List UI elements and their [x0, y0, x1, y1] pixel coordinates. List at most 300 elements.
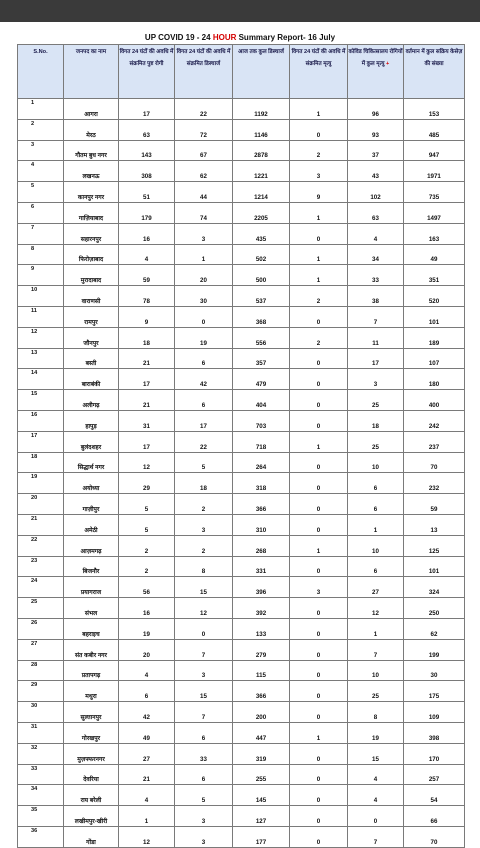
table-row: [18, 577, 465, 598]
cell-district: सहारनपुर: [64, 223, 119, 244]
cell-discharged-total: 703: [233, 410, 290, 431]
cell-deaths-24h: 0: [290, 494, 348, 515]
cell-district: गाज़ीपुर: [64, 494, 119, 515]
cell-active: 62: [404, 618, 465, 639]
cell-deaths-total: 96: [348, 99, 404, 120]
cell-district: मेरठ: [64, 119, 119, 140]
cell-discharged-total: 368: [233, 306, 290, 327]
cell-discharged-24h: 17: [175, 410, 233, 431]
table-row: [18, 826, 465, 847]
cell-new-positive: 143: [119, 140, 175, 161]
cell-deaths-24h: 0: [290, 681, 348, 702]
table-row: [18, 535, 465, 556]
cell-deaths-total: 1: [348, 514, 404, 535]
cell-sno: 6: [18, 202, 64, 223]
cell-deaths-total: 3: [348, 369, 404, 390]
cell-deaths-total: 18: [348, 410, 404, 431]
table-row: [18, 431, 465, 452]
cell-discharged-24h: 3: [175, 514, 233, 535]
cell-sno: 28: [18, 660, 64, 681]
cell-discharged-24h: 62: [175, 161, 233, 182]
cell-active: 70: [404, 826, 465, 847]
table-row: [18, 306, 465, 327]
cell-discharged-total: 396: [233, 577, 290, 598]
cell-district: बहराइच: [64, 618, 119, 639]
table-row: [18, 598, 465, 619]
cell-active: 109: [404, 702, 465, 723]
cell-sno: 14: [18, 369, 64, 390]
cell-new-positive: 21: [119, 348, 175, 369]
cell-new-positive: 21: [119, 764, 175, 785]
cell-discharged-24h: 30: [175, 286, 233, 307]
cell-district: राय बरेली: [64, 785, 119, 806]
cell-sno: 16: [18, 410, 64, 431]
cell-discharged-total: 392: [233, 598, 290, 619]
cell-deaths-total: 38: [348, 286, 404, 307]
table-row: [18, 785, 465, 806]
cell-active: 54: [404, 785, 465, 806]
table-row: [18, 556, 465, 577]
cell-deaths-total: 25: [348, 390, 404, 411]
cell-discharged-total: 404: [233, 390, 290, 411]
cell-discharged-24h: 8: [175, 556, 233, 577]
cell-district: जौनपुर: [64, 327, 119, 348]
cell-new-positive: 78: [119, 286, 175, 307]
cell-active: 232: [404, 473, 465, 494]
header-discharged-24h: विगत 24 घंटों की अवधि में संक्रमित डिस्चार्ज: [175, 45, 233, 99]
cell-discharged-total: 255: [233, 764, 290, 785]
table-row: [18, 681, 465, 702]
cell-new-positive: 17: [119, 369, 175, 390]
cell-discharged-total: 310: [233, 514, 290, 535]
cell-district: बिजनौर: [64, 556, 119, 577]
cell-sno: 23: [18, 556, 64, 577]
cell-deaths-24h: 3: [290, 577, 348, 598]
plus-mark: +: [386, 61, 390, 67]
cell-sno: 2: [18, 119, 64, 140]
cell-new-positive: 2: [119, 556, 175, 577]
cell-new-positive: 1: [119, 806, 175, 827]
cell-active: 170: [404, 743, 465, 764]
table-row: [18, 660, 465, 681]
cell-deaths-total: 7: [348, 639, 404, 660]
cell-deaths-24h: 1: [290, 202, 348, 223]
cell-active: 101: [404, 306, 465, 327]
cell-active: 520: [404, 286, 465, 307]
report-title: [0, 33, 480, 42]
cell-deaths-24h: 0: [290, 598, 348, 619]
cell-new-positive: 12: [119, 826, 175, 847]
cell-deaths-total: 93: [348, 119, 404, 140]
cell-active: 199: [404, 639, 465, 660]
cell-discharged-total: 366: [233, 494, 290, 515]
cell-deaths-24h: 2: [290, 140, 348, 161]
cell-discharged-24h: 6: [175, 348, 233, 369]
cell-sno: 27: [18, 639, 64, 660]
cell-discharged-total: 1221: [233, 161, 290, 182]
cell-deaths-24h: 0: [290, 826, 348, 847]
header-sno: S.No.: [18, 45, 64, 99]
cell-deaths-24h: 0: [290, 514, 348, 535]
cell-discharged-24h: 20: [175, 265, 233, 286]
cell-deaths-24h: 2: [290, 286, 348, 307]
cell-sno: 34: [18, 785, 64, 806]
cell-sno: 22: [18, 535, 64, 556]
cell-district: वाराणसी: [64, 286, 119, 307]
cell-discharged-24h: 7: [175, 639, 233, 660]
header-active: वर्तमान में कुल सक्रिय केसेज़ की संख्या: [404, 45, 465, 99]
cell-deaths-total: 4: [348, 764, 404, 785]
cell-new-positive: 2: [119, 535, 175, 556]
cell-active: 237: [404, 431, 465, 452]
table-row: [18, 514, 465, 535]
cell-discharged-24h: 6: [175, 764, 233, 785]
cell-sno: 35: [18, 806, 64, 827]
summary-table: [17, 44, 465, 848]
cell-active: 125: [404, 535, 465, 556]
cell-sno: 33: [18, 764, 64, 785]
table-row: [18, 618, 465, 639]
cell-new-positive: 63: [119, 119, 175, 140]
cell-sno: 10: [18, 286, 64, 307]
cell-district: आगरा: [64, 99, 119, 120]
cell-deaths-total: 63: [348, 202, 404, 223]
cell-deaths-24h: 0: [290, 410, 348, 431]
cell-discharged-total: 447: [233, 722, 290, 743]
cell-active: 351: [404, 265, 465, 286]
cell-district: मथुरा: [64, 681, 119, 702]
cell-sno: 26: [18, 618, 64, 639]
table-row: [18, 99, 465, 120]
cell-deaths-total: 7: [348, 306, 404, 327]
cell-deaths-total: 25: [348, 681, 404, 702]
cell-deaths-total: 37: [348, 140, 404, 161]
cell-discharged-24h: 2: [175, 535, 233, 556]
cell-deaths-24h: 0: [290, 452, 348, 473]
cell-new-positive: 16: [119, 598, 175, 619]
cell-active: 13: [404, 514, 465, 535]
cell-discharged-total: 264: [233, 452, 290, 473]
cell-new-positive: 4: [119, 660, 175, 681]
cell-deaths-total: 6: [348, 556, 404, 577]
table-row: [18, 119, 465, 140]
cell-deaths-24h: 1: [290, 722, 348, 743]
cell-district: हापुड़: [64, 410, 119, 431]
cell-sno: 9: [18, 265, 64, 286]
cell-deaths-24h: 1: [290, 265, 348, 286]
cell-discharged-24h: 3: [175, 826, 233, 847]
cell-district: कानपुर नगर: [64, 182, 119, 203]
cell-new-positive: 19: [119, 618, 175, 639]
cell-sno: 8: [18, 244, 64, 265]
cell-sno: 36: [18, 826, 64, 847]
table-row: [18, 764, 465, 785]
cell-active: 398: [404, 722, 465, 743]
table-row: [18, 452, 465, 473]
cell-active: 180: [404, 369, 465, 390]
cell-deaths-24h: 3: [290, 161, 348, 182]
table-row: [18, 223, 465, 244]
cell-discharged-24h: 44: [175, 182, 233, 203]
cell-deaths-total: 12: [348, 598, 404, 619]
cell-new-positive: 27: [119, 743, 175, 764]
cell-deaths-total: 17: [348, 348, 404, 369]
cell-discharged-24h: 6: [175, 390, 233, 411]
cell-district: लखीमपुर-खीरी: [64, 806, 119, 827]
cell-discharged-24h: 15: [175, 681, 233, 702]
cell-deaths-24h: 1: [290, 535, 348, 556]
cell-new-positive: 18: [119, 327, 175, 348]
cell-deaths-total: 43: [348, 161, 404, 182]
cell-deaths-24h: 0: [290, 556, 348, 577]
cell-new-positive: 20: [119, 639, 175, 660]
cell-discharged-total: 331: [233, 556, 290, 577]
table-body: [18, 99, 465, 848]
cell-district: मुरादाबाद: [64, 265, 119, 286]
cell-district: मुज़फ्फरनगर: [64, 743, 119, 764]
cell-discharged-24h: 0: [175, 618, 233, 639]
cell-sno: 7: [18, 223, 64, 244]
table-row: [18, 202, 465, 223]
cell-discharged-total: 318: [233, 473, 290, 494]
cell-deaths-total: 7: [348, 826, 404, 847]
table-row: [18, 806, 465, 827]
cell-active: 947: [404, 140, 465, 161]
cell-district: बस्ती: [64, 348, 119, 369]
cell-district: गौतम बुध नगर: [64, 140, 119, 161]
cell-deaths-24h: 0: [290, 119, 348, 140]
cell-deaths-24h: 0: [290, 390, 348, 411]
cell-sno: 18: [18, 452, 64, 473]
header-new-positive: विगत 24 घंटों की अवधि में संक्रमित पुष्ट रोगी: [119, 45, 175, 99]
cell-discharged-24h: 1: [175, 244, 233, 265]
cell-active: 250: [404, 598, 465, 619]
cell-deaths-total: 33: [348, 265, 404, 286]
cell-district: रामपुर: [64, 306, 119, 327]
cell-deaths-total: 102: [348, 182, 404, 203]
cell-sno: 15: [18, 390, 64, 411]
cell-active: 735: [404, 182, 465, 203]
cell-new-positive: 179: [119, 202, 175, 223]
cell-sno: 25: [18, 598, 64, 619]
cell-sno: 1: [18, 99, 64, 120]
cell-deaths-24h: 1: [290, 431, 348, 452]
cell-deaths-24h: 1: [290, 99, 348, 120]
cell-discharged-total: 268: [233, 535, 290, 556]
cell-discharged-24h: 3: [175, 223, 233, 244]
cell-discharged-total: 279: [233, 639, 290, 660]
cell-discharged-24h: 5: [175, 785, 233, 806]
cell-deaths-total: 11: [348, 327, 404, 348]
cell-new-positive: 4: [119, 244, 175, 265]
cell-discharged-24h: 33: [175, 743, 233, 764]
cell-sno: 21: [18, 514, 64, 535]
cell-new-positive: 17: [119, 99, 175, 120]
cell-discharged-total: 537: [233, 286, 290, 307]
cell-sno: 30: [18, 702, 64, 723]
cell-deaths-total: 10: [348, 452, 404, 473]
cell-district: सुल्तानपुर: [64, 702, 119, 723]
cell-deaths-total: 10: [348, 535, 404, 556]
cell-discharged-24h: 22: [175, 99, 233, 120]
cell-new-positive: 308: [119, 161, 175, 182]
cell-sno: 29: [18, 681, 64, 702]
table-row: [18, 410, 465, 431]
cell-deaths-24h: 0: [290, 473, 348, 494]
table-row: [18, 327, 465, 348]
cell-deaths-total: 1: [348, 618, 404, 639]
title-prefix: UP COVID 19 - 24: [144, 33, 211, 42]
table-row: [18, 182, 465, 203]
cell-discharged-total: 145: [233, 785, 290, 806]
cell-active: 153: [404, 99, 465, 120]
cell-discharged-24h: 74: [175, 202, 233, 223]
header-row: [18, 45, 465, 99]
cell-deaths-total: 19: [348, 722, 404, 743]
cell-new-positive: 21: [119, 390, 175, 411]
cell-new-positive: 49: [119, 722, 175, 743]
cell-active: 324: [404, 577, 465, 598]
cell-active: 101: [404, 556, 465, 577]
cell-active: 189: [404, 327, 465, 348]
cell-new-positive: 56: [119, 577, 175, 598]
cell-discharged-total: 200: [233, 702, 290, 723]
cell-new-positive: 29: [119, 473, 175, 494]
cell-sno: 13: [18, 348, 64, 369]
cell-district: संत कबीर नगर: [64, 639, 119, 660]
cell-district: देवरिया: [64, 764, 119, 785]
cell-discharged-24h: 42: [175, 369, 233, 390]
cell-deaths-24h: 0: [290, 785, 348, 806]
cell-discharged-24h: 19: [175, 327, 233, 348]
cell-active: 257: [404, 764, 465, 785]
table-row: [18, 494, 465, 515]
cell-discharged-24h: 72: [175, 119, 233, 140]
cell-district: प्रतापगढ़: [64, 660, 119, 681]
cell-district: अमेठी: [64, 514, 119, 535]
cell-discharged-total: 115: [233, 660, 290, 681]
cell-discharged-total: 133: [233, 618, 290, 639]
cell-discharged-total: 127: [233, 806, 290, 827]
cell-discharged-24h: 3: [175, 806, 233, 827]
cell-sno: 17: [18, 431, 64, 452]
cell-new-positive: 51: [119, 182, 175, 203]
table-row: [18, 265, 465, 286]
cell-new-positive: 9: [119, 306, 175, 327]
table-row: [18, 390, 465, 411]
cell-deaths-total: 8: [348, 702, 404, 723]
cell-discharged-total: 479: [233, 369, 290, 390]
cell-new-positive: 4: [119, 785, 175, 806]
header-district: जनपद का नाम: [64, 45, 119, 99]
cell-district: अयोध्या: [64, 473, 119, 494]
cell-active: 400: [404, 390, 465, 411]
table-row: [18, 244, 465, 265]
table-row: [18, 348, 465, 369]
cell-district: गोंडा: [64, 826, 119, 847]
top-bar: [0, 0, 480, 22]
cell-discharged-24h: 22: [175, 431, 233, 452]
cell-discharged-total: 435: [233, 223, 290, 244]
cell-active: 59: [404, 494, 465, 515]
table-row: [18, 702, 465, 723]
cell-discharged-total: 319: [233, 743, 290, 764]
cell-deaths-total: 6: [348, 494, 404, 515]
cell-discharged-24h: 3: [175, 660, 233, 681]
cell-district: प्रयागराज: [64, 577, 119, 598]
cell-deaths-24h: 0: [290, 764, 348, 785]
cell-district: गोरखपुर: [64, 722, 119, 743]
cell-discharged-total: 357: [233, 348, 290, 369]
cell-new-positive: 31: [119, 410, 175, 431]
cell-deaths-total: 6: [348, 473, 404, 494]
cell-sno: 31: [18, 722, 64, 743]
cell-deaths-total: 10: [348, 660, 404, 681]
cell-discharged-total: 1214: [233, 182, 290, 203]
cell-deaths-24h: 0: [290, 702, 348, 723]
cell-sno: 20: [18, 494, 64, 515]
cell-new-positive: 5: [119, 494, 175, 515]
cell-sno: 3: [18, 140, 64, 161]
cell-discharged-24h: 0: [175, 306, 233, 327]
cell-discharged-24h: 5: [175, 452, 233, 473]
cell-discharged-total: 2878: [233, 140, 290, 161]
table-row: [18, 286, 465, 307]
cell-discharged-24h: 18: [175, 473, 233, 494]
cell-discharged-total: 556: [233, 327, 290, 348]
cell-deaths-total: 25: [348, 431, 404, 452]
cell-deaths-total: 0: [348, 806, 404, 827]
cell-active: 30: [404, 660, 465, 681]
cell-discharged-total: 1146: [233, 119, 290, 140]
header-discharged-total: आज तक कुल डिस्चार्ज: [233, 45, 290, 99]
table-row: [18, 161, 465, 182]
header-deaths-total: [348, 45, 404, 99]
cell-sno: 11: [18, 306, 64, 327]
cell-discharged-total: 2205: [233, 202, 290, 223]
cell-district: फिरोज़ाबाद: [64, 244, 119, 265]
cell-active: 66: [404, 806, 465, 827]
cell-discharged-total: 1192: [233, 99, 290, 120]
header-deaths-total-label: कोविड चिकित्सालय रोगियों में कुल मृत्यु: [348, 49, 403, 67]
cell-deaths-24h: 0: [290, 618, 348, 639]
cell-deaths-total: 4: [348, 223, 404, 244]
cell-active: 70: [404, 452, 465, 473]
table-row: [18, 639, 465, 660]
cell-deaths-total: 34: [348, 244, 404, 265]
cell-new-positive: 12: [119, 452, 175, 473]
cell-deaths-24h: 2: [290, 327, 348, 348]
cell-deaths-24h: 0: [290, 743, 348, 764]
cell-active: 107: [404, 348, 465, 369]
table-row: [18, 473, 465, 494]
cell-active: 49: [404, 244, 465, 265]
cell-discharged-total: 502: [233, 244, 290, 265]
cell-active: 485: [404, 119, 465, 140]
cell-new-positive: 17: [119, 431, 175, 452]
cell-deaths-24h: 0: [290, 369, 348, 390]
cell-sno: 5: [18, 182, 64, 203]
cell-district: संभल: [64, 598, 119, 619]
cell-active: 1971: [404, 161, 465, 182]
cell-deaths-24h: 0: [290, 639, 348, 660]
cell-district: आज़मगढ़: [64, 535, 119, 556]
title-suffix: Summary Report- 16 July: [236, 33, 336, 42]
cell-sno: 12: [18, 327, 64, 348]
table-row: [18, 743, 465, 764]
cell-new-positive: 59: [119, 265, 175, 286]
cell-active: 242: [404, 410, 465, 431]
